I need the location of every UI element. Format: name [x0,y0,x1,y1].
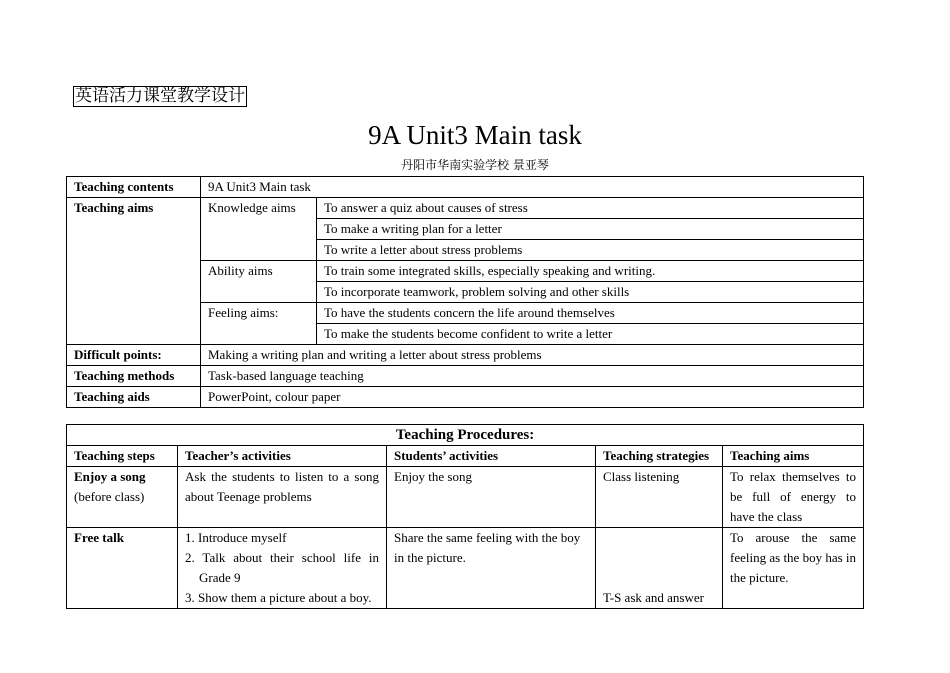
ability-label: Ability aims [201,261,317,303]
teacher-activity-item: 1. Introduce myself [185,530,287,545]
page-title: 9A Unit3 Main task [368,120,582,150]
header-label: 英语活力课堂教学设计 [75,86,245,106]
step-cell [67,467,178,528]
student-activity: Share the same feeling with the boy in the picture. [387,528,596,609]
knowledge-item: To answer a quiz about causes of stress [317,198,864,219]
teacher-activity-item: 3. Show them a picture about a boy. [185,590,372,605]
step-cell [67,528,178,609]
feeling-item: To make the students become confident to write a letter [317,324,864,345]
table-row [67,425,864,446]
knowledge-label: Knowledge aims [201,198,317,261]
teaching-strategy: Class listening [596,467,723,528]
aims-label: Teaching aims [67,198,201,345]
feeling-label: Feeling aims: [201,303,317,345]
column-header: Students’ activities [387,446,596,467]
table-row [67,387,864,408]
knowledge-item: To write a letter about stress problems [317,240,864,261]
table-row [67,446,864,467]
teaching-aim: To relax themselves to be full of energy to have the class [723,467,864,528]
teaching-strategy: T-S ask and answer [596,528,723,609]
table-row [67,177,864,198]
step-note: (before class) [74,489,145,504]
teacher-activity [178,528,387,609]
difficult-label: Difficult points: [67,345,201,366]
student-activity: Enjoy the song [387,467,596,528]
teacher-activity: Ask the students to listen to a song about Teenage problems [178,467,387,528]
step-name: Free talk [74,530,124,545]
feeling-item: To have the students concern the life around themselves [317,303,864,324]
teaching-info-table [66,176,864,408]
teaching-aim: To arouse the same feeling as the boy has in the picture. [723,528,864,609]
table-row [67,198,864,219]
step-name: Enjoy a song [74,469,146,484]
contents-value: 9A Unit3 Main task [201,177,864,198]
difficult-value: Making a writing plan and writing a letter about stress problems [201,345,864,366]
column-header: Teaching steps [67,446,178,467]
procedures-heading: Teaching Procedures: [67,425,864,446]
knowledge-item: To make a writing plan for a letter [317,219,864,240]
contents-label: Teaching contents [67,177,201,198]
column-header: Teacher’s activities [178,446,387,467]
procedures-table [66,424,864,609]
teacher-activity-item: 2. Talk about their school life in Grade 9 [185,550,379,585]
column-header: Teaching strategies [596,446,723,467]
table-row [67,366,864,387]
methods-label: Teaching methods [67,366,201,387]
table-row [67,345,864,366]
author-line: 丹阳市华南实验学校 景亚琴 [401,158,549,172]
ability-item: To incorporate teamwork, problem solving and other skills [317,282,864,303]
aids-value: PowerPoint, colour paper [201,387,864,408]
table-row [67,528,864,609]
table-row [67,467,864,528]
methods-value: Task-based language teaching [201,366,864,387]
column-header: Teaching aims [723,446,864,467]
aids-label: Teaching aids [67,387,201,408]
ability-item: To train some integrated skills, especially speaking and writing. [317,261,864,282]
